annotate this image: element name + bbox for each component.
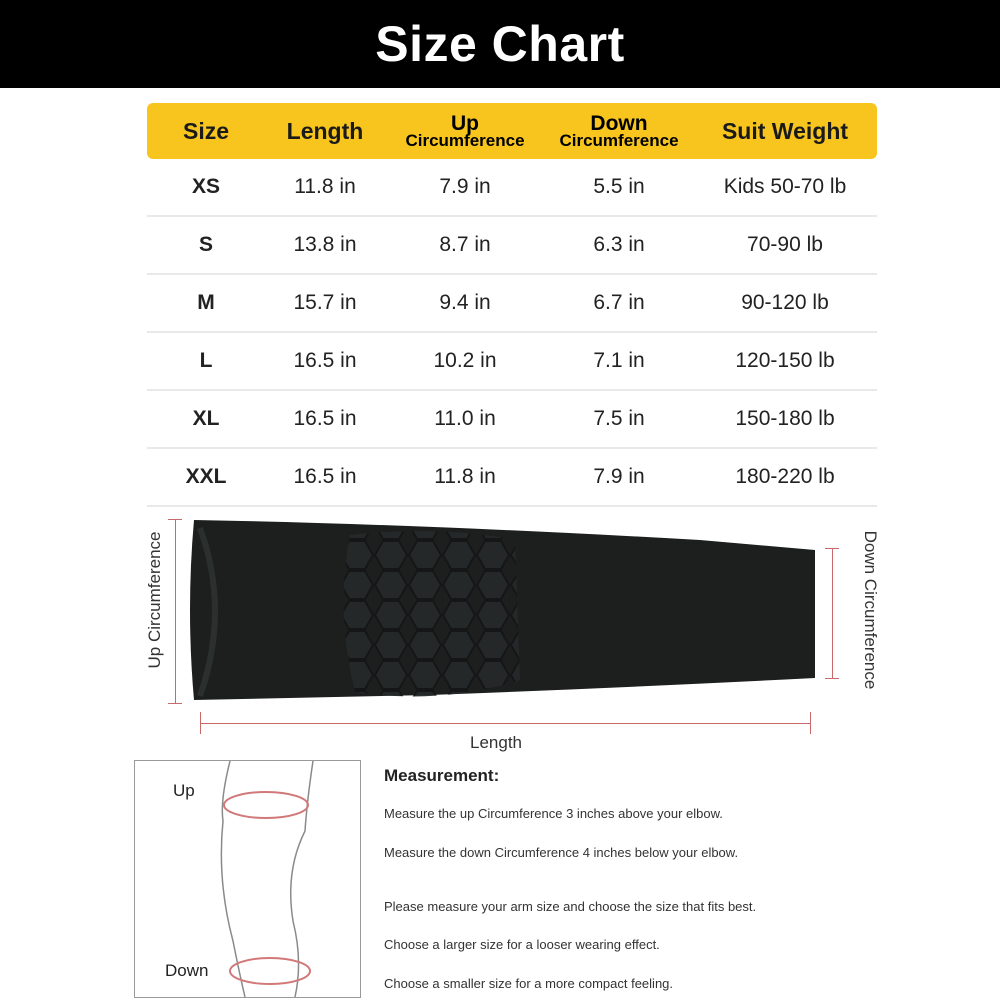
cell-weight: 120-150 lb	[735, 349, 835, 372]
cell-size: XL	[192, 407, 220, 430]
header-down-circumference	[545, 113, 693, 149]
table-row	[147, 159, 877, 217]
measurement-notes	[384, 766, 964, 991]
header-up-bottom: Circumference	[405, 131, 525, 150]
header-suit-weight: Suit Weight	[721, 117, 849, 144]
table-row	[147, 391, 877, 449]
down-tick-bottom	[825, 678, 839, 679]
length-tick-right	[810, 712, 811, 734]
table-row	[147, 275, 877, 333]
cell-size: L	[199, 349, 213, 372]
cell-length: 15.7 in	[293, 291, 357, 314]
cell-weight: Kids 50-70 lb	[723, 175, 847, 198]
header-up-top: Up	[451, 112, 479, 135]
header-down-top: Down	[590, 112, 648, 135]
cell-length: 11.8 in	[294, 175, 356, 198]
down-circumference-label: Down Circumference	[861, 530, 880, 690]
up-circumference-label: Up Circumference	[145, 531, 164, 669]
header-length: Length	[286, 117, 364, 144]
diagram-up-label: Up	[173, 781, 195, 800]
notes-heading: Measurement:	[384, 766, 500, 785]
cell-size: XXL	[185, 465, 227, 488]
cell-weight: 180-220 lb	[735, 465, 835, 488]
cell-up: 11.8 in	[434, 465, 496, 488]
header-down-bottom: Circumference	[559, 131, 679, 150]
note-line: Measure the up Circumference 3 inches above your elbow.	[384, 806, 723, 821]
cell-size: M	[197, 291, 215, 314]
cell-down: 7.9 in	[593, 465, 645, 488]
note-line: Choose a larger size for a looser wearing effect.	[384, 937, 660, 952]
table-row	[147, 449, 877, 507]
table-row	[147, 217, 877, 275]
cell-size: S	[198, 233, 213, 256]
cell-up: 8.7 in	[439, 233, 491, 256]
table-header	[147, 103, 877, 159]
length-tick-left	[200, 712, 201, 734]
page-title: Size Chart	[375, 16, 625, 72]
cell-weight: 70-90 lb	[747, 233, 823, 256]
header-up-circumference	[385, 113, 545, 149]
cell-up: 11.0 in	[434, 407, 496, 430]
cell-weight: 150-180 lb	[735, 407, 835, 430]
cell-weight: 90-120 lb	[741, 291, 829, 314]
note-line: Please measure your arm size and choose the size that fits best.	[384, 899, 757, 914]
up-tick-top	[168, 519, 182, 520]
down-tick-top	[825, 548, 839, 549]
cell-up: 7.9 in	[439, 175, 491, 198]
cell-size: XS	[191, 175, 220, 198]
sleeve-illustration	[0, 510, 1000, 760]
elbow-pad	[344, 531, 520, 696]
cell-up: 9.4 in	[439, 291, 491, 314]
title-banner	[0, 0, 1000, 88]
length-label: Length	[470, 733, 522, 752]
table-row	[147, 333, 877, 391]
down-circumference-line	[832, 548, 833, 678]
size-table	[147, 103, 877, 507]
up-circumference-line	[175, 519, 176, 703]
cell-length: 16.5 in	[293, 349, 357, 372]
up-tick-bottom	[168, 703, 182, 704]
cell-down: 7.1 in	[593, 349, 645, 372]
cell-down: 6.3 in	[593, 233, 645, 256]
arm-diagram	[134, 760, 361, 998]
note-line: Measure the down Circumference 4 inches below your elbow.	[384, 845, 739, 860]
diagram-down-label: Down	[165, 961, 209, 980]
cell-length: 16.5 in	[293, 465, 357, 488]
cell-length: 16.5 in	[293, 407, 357, 430]
length-line	[200, 723, 810, 724]
cell-down: 6.7 in	[593, 291, 645, 314]
cell-down: 5.5 in	[593, 175, 645, 198]
cell-length: 13.8 in	[293, 233, 357, 256]
cell-down: 7.5 in	[593, 407, 645, 430]
header-size: Size	[182, 117, 230, 144]
note-line: Choose a smaller size for a more compact feeling.	[384, 976, 674, 991]
cell-up: 10.2 in	[433, 349, 497, 372]
